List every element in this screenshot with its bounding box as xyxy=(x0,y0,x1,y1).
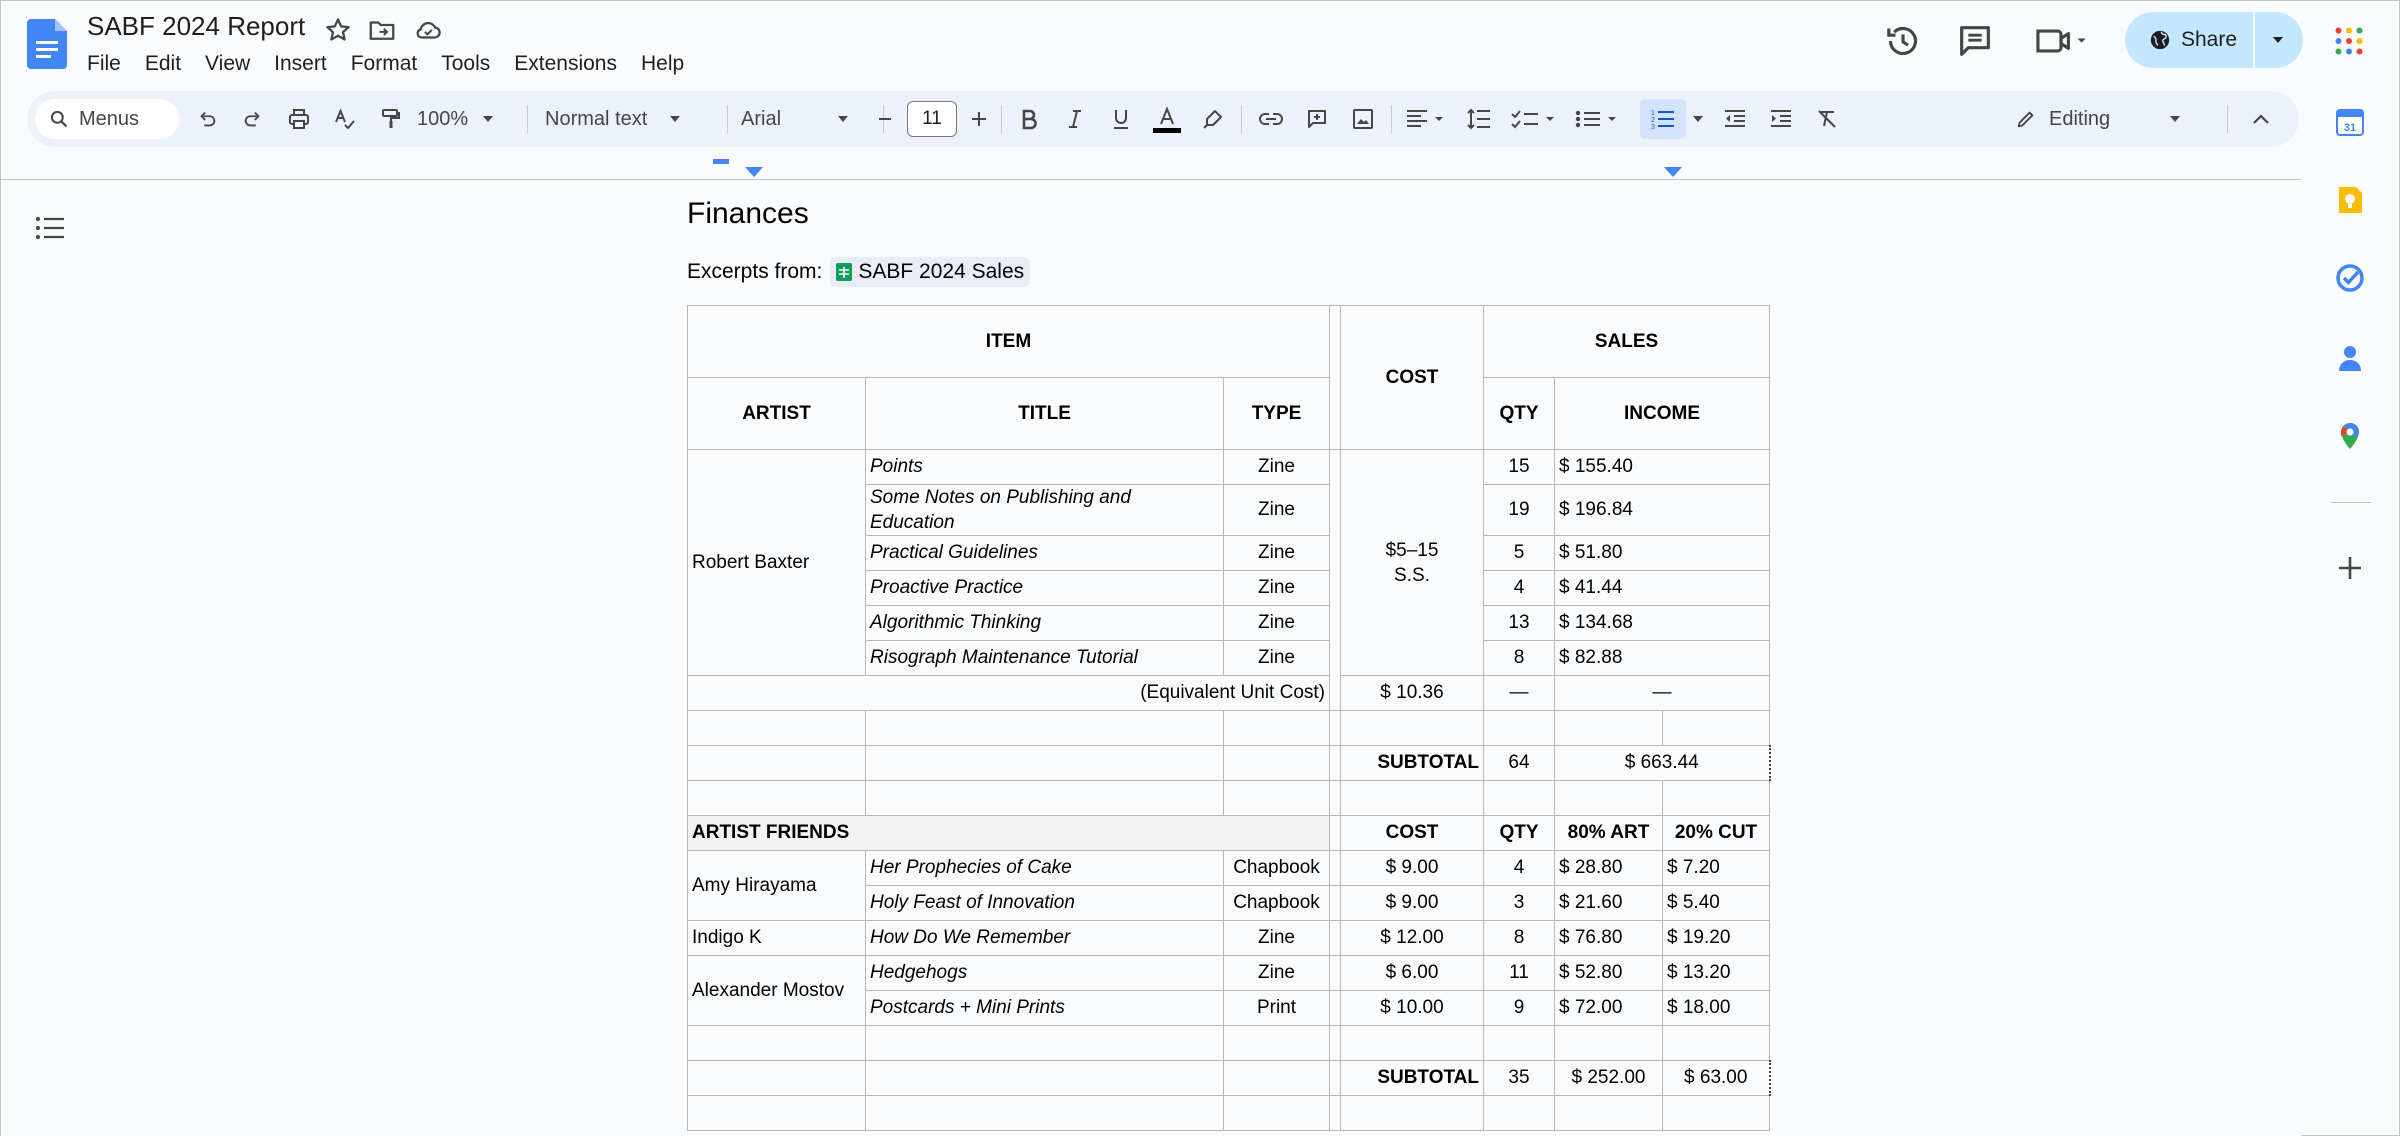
redo-icon xyxy=(242,108,264,130)
subtotal-income[interactable]: $ 663.44 xyxy=(1555,746,1770,781)
add-icon[interactable] xyxy=(2335,553,2365,583)
type-cell[interactable]: Zine xyxy=(1224,450,1330,485)
highlighter-icon xyxy=(1201,107,1225,131)
bulleted-list-icon xyxy=(1574,108,1626,130)
spellcheck-button[interactable] xyxy=(327,101,363,137)
table-cell[interactable] xyxy=(1555,781,1663,816)
art-share-cell[interactable]: $ 76.80 xyxy=(1555,921,1663,956)
type-cell[interactable]: Print xyxy=(1224,991,1330,1026)
minus-icon xyxy=(876,110,894,128)
bold-icon xyxy=(1019,108,1039,130)
menu-bar xyxy=(87,49,696,79)
title-bar xyxy=(1,1,2400,89)
type-cell[interactable]: Chapbook xyxy=(1224,851,1330,886)
plus-icon xyxy=(969,109,989,129)
table-cell[interactable] xyxy=(1663,711,1770,746)
art-share-cell[interactable]: $ 28.80 xyxy=(1555,851,1663,886)
cost-range: $5–15 S.S. xyxy=(1385,539,1439,586)
header-20-cut[interactable]: 20% CUT xyxy=(1663,816,1770,851)
header-artist-friends[interactable]: ARTIST FRIENDS xyxy=(688,816,1330,851)
linked-sheet-chip[interactable] xyxy=(830,257,1030,287)
chevron-down-icon xyxy=(1692,115,1704,123)
qty-cell[interactable]: 8 xyxy=(1484,921,1555,956)
table-cell[interactable] xyxy=(1555,1096,1663,1131)
table-cell[interactable] xyxy=(1224,781,1330,816)
table-cell[interactable] xyxy=(1330,746,1341,781)
art-share-cell[interactable]: $ 52.80 xyxy=(1555,956,1663,991)
clear-formatting-button[interactable] xyxy=(1809,101,1845,137)
cost-cell[interactable]: $ 9.00 xyxy=(1341,851,1484,886)
zoom-select[interactable] xyxy=(417,101,515,137)
artist-cell[interactable]: Amy Hirayama xyxy=(688,851,866,921)
cost-cell[interactable]: $ 10.00 xyxy=(1341,991,1484,1026)
clear-formatting-icon xyxy=(1815,107,1839,131)
table-row xyxy=(688,781,1770,816)
svg-text:31: 31 xyxy=(2343,122,2357,134)
chevron-down-icon xyxy=(2271,35,2285,45)
table-cell[interactable] xyxy=(688,781,866,816)
table-cell[interactable] xyxy=(1330,1026,1341,1061)
chevron-down-icon xyxy=(2169,115,2181,123)
cost-cell[interactable]: $ 12.00 xyxy=(1341,921,1484,956)
subtotal-row xyxy=(688,1061,1770,1096)
tasks-icon[interactable] xyxy=(2335,263,2365,293)
table-cell[interactable] xyxy=(1555,711,1663,746)
svg-text:3: 3 xyxy=(1651,124,1655,131)
chevron-down-icon xyxy=(837,115,849,123)
menu-tools[interactable]: Tools xyxy=(441,52,491,75)
subtotal-label[interactable]: SUBTOTAL xyxy=(1341,1061,1484,1096)
add-comment-button[interactable] xyxy=(1299,101,1335,137)
table-cell[interactable] xyxy=(1330,921,1341,956)
bulleted-list-button[interactable] xyxy=(1571,101,1629,137)
maps-icon[interactable] xyxy=(2335,421,2365,451)
header-cost[interactable]: COST xyxy=(1341,306,1484,450)
table-row xyxy=(688,851,1770,886)
cut-cell[interactable]: $ 5.40 xyxy=(1663,886,1770,921)
chevron-up-icon xyxy=(2252,113,2270,125)
share-label: Share xyxy=(2181,28,2238,51)
numbered-list-dropdown[interactable] xyxy=(1687,101,1709,137)
toolbar-divider xyxy=(1391,105,1392,133)
table-cell[interactable] xyxy=(866,1026,1224,1061)
table-cell[interactable] xyxy=(1484,1096,1555,1131)
excerpts-prefix: Excerpts from: xyxy=(687,260,823,283)
share-dropdown[interactable] xyxy=(2255,12,2301,68)
table-cell[interactable] xyxy=(1330,1061,1341,1096)
checklist-icon xyxy=(1510,108,1562,130)
checklist-button[interactable] xyxy=(1507,101,1565,137)
subtotal-row xyxy=(688,746,1770,781)
type-cell[interactable]: Zine xyxy=(1224,641,1330,676)
qty-cell[interactable]: 11 xyxy=(1484,956,1555,991)
svg-text:1: 1 xyxy=(1651,110,1655,117)
table-cell[interactable] xyxy=(1341,1096,1484,1131)
table-cell[interactable] xyxy=(1224,746,1330,781)
friends-header-row xyxy=(688,816,1770,851)
section-heading: Finances xyxy=(687,197,809,230)
table-cell[interactable] xyxy=(688,746,866,781)
toolbar-divider xyxy=(2227,105,2228,133)
income-cell[interactable]: $ 51.80 xyxy=(1555,536,1770,571)
line-spacing-icon xyxy=(1466,107,1492,131)
art-share-cell[interactable]: $ 21.60 xyxy=(1555,886,1663,921)
header-qty[interactable]: QTY xyxy=(1484,378,1555,450)
table-cell[interactable] xyxy=(688,1061,866,1096)
ruler xyxy=(1,153,2301,181)
menu-help[interactable]: Help xyxy=(640,52,685,75)
side-panel-divider xyxy=(2331,502,2371,503)
docs-logo-icon[interactable] xyxy=(27,19,67,69)
table-cell[interactable] xyxy=(866,711,1224,746)
finances-table xyxy=(687,305,1771,1131)
move-folder-icon[interactable] xyxy=(367,15,397,45)
table-cell[interactable] xyxy=(1555,1026,1663,1061)
title-cell[interactable]: Points xyxy=(866,450,1224,485)
subtotal-qty[interactable]: 64 xyxy=(1484,746,1555,781)
table-cell[interactable] xyxy=(1663,1026,1770,1061)
globe-icon xyxy=(2149,29,2171,51)
paragraph-style-value: Normal text xyxy=(545,107,648,130)
table-cell[interactable] xyxy=(1341,781,1484,816)
svg-text:2: 2 xyxy=(1651,117,1655,124)
undo-icon xyxy=(196,108,218,130)
table-row xyxy=(688,921,1770,956)
chevron-down-icon xyxy=(482,115,494,123)
qty-cell[interactable]: 9 xyxy=(1484,991,1555,1026)
subtotal-cut[interactable]: $ 63.00 xyxy=(1663,1061,1770,1096)
paint-format-icon xyxy=(379,107,403,131)
font-value: Arial xyxy=(741,107,782,130)
income-cell[interactable]: $ 155.40 xyxy=(1555,450,1770,485)
title-cell[interactable]: Hedgehogs xyxy=(866,956,1224,991)
equivalent-unit-cost-label[interactable]: (Equivalent Unit Cost) xyxy=(688,676,1330,711)
italic-button[interactable] xyxy=(1057,101,1093,137)
text-color-icon xyxy=(1152,104,1182,134)
qty-cell[interactable]: 3 xyxy=(1484,886,1555,921)
zoom-value: 100% xyxy=(417,107,469,130)
table-cell[interactable] xyxy=(1341,1026,1484,1061)
underline-icon xyxy=(1111,107,1131,131)
sheets-icon xyxy=(836,263,852,281)
type-cell[interactable]: Zine xyxy=(1224,606,1330,641)
bold-button[interactable] xyxy=(1011,101,1047,137)
print-button[interactable] xyxy=(281,101,317,137)
menu-format[interactable]: Format xyxy=(350,52,418,75)
cost-cell[interactable] xyxy=(1341,450,1484,676)
table-row xyxy=(688,711,1770,746)
title-cell[interactable]: Holy Feast of Innovation xyxy=(866,886,1224,921)
cost-cell[interactable]: $ 6.00 xyxy=(1341,956,1484,991)
artist-cell[interactable]: Robert Baxter xyxy=(688,450,866,676)
keep-icon[interactable] xyxy=(2335,185,2365,215)
version-history-icon[interactable] xyxy=(1883,21,1923,61)
numbered-list-icon-wrap xyxy=(1641,101,1685,137)
excerpts-line xyxy=(687,257,1030,287)
redo-button[interactable] xyxy=(235,101,271,137)
toolbar-divider xyxy=(527,105,528,133)
table-cell[interactable] xyxy=(1330,956,1341,991)
font-size-input[interactable]: 11 xyxy=(907,101,957,137)
header-title[interactable]: TITLE xyxy=(866,378,1224,450)
qty-cell[interactable]: 15 xyxy=(1484,450,1555,485)
qty-cell[interactable]: — xyxy=(1484,676,1555,711)
header-item[interactable]: ITEM xyxy=(688,306,1330,378)
menu-edit[interactable]: Edit xyxy=(144,52,182,75)
table-cell[interactable] xyxy=(1330,306,1341,450)
chevron-down-icon xyxy=(669,115,681,123)
link-icon xyxy=(1258,109,1284,129)
artist-cell[interactable]: Indigo K xyxy=(688,921,866,956)
table-cell[interactable] xyxy=(1224,711,1330,746)
table-row xyxy=(688,450,1770,485)
print-icon xyxy=(287,107,311,131)
cut-cell[interactable]: $ 18.00 xyxy=(1663,991,1770,1026)
type-cell[interactable]: Zine xyxy=(1224,536,1330,571)
increase-font-size-button[interactable] xyxy=(963,101,995,137)
table-cell[interactable] xyxy=(1330,711,1341,746)
document-outline-icon[interactable] xyxy=(35,215,65,241)
income-cell[interactable]: $ 41.44 xyxy=(1555,571,1770,606)
search-menus-label: Menus xyxy=(79,107,140,130)
align-button[interactable] xyxy=(1401,101,1453,137)
side-panel xyxy=(2301,89,2399,1135)
subtotal-label[interactable]: SUBTOTAL xyxy=(1341,746,1484,781)
type-cell[interactable]: Chapbook xyxy=(1224,886,1330,921)
header-qty[interactable]: QTY xyxy=(1484,816,1555,851)
qty-cell[interactable]: 19 xyxy=(1484,485,1555,536)
text-color-button[interactable] xyxy=(1149,101,1185,137)
right-indent-marker[interactable] xyxy=(1664,167,1682,177)
table-cell[interactable] xyxy=(1484,781,1555,816)
toolbar xyxy=(27,91,2299,147)
income-cell[interactable]: — xyxy=(1555,676,1770,711)
search-menus[interactable] xyxy=(35,99,179,139)
apps-grid-icon[interactable] xyxy=(2331,23,2367,59)
table-cell[interactable] xyxy=(1663,1096,1770,1131)
contacts-icon[interactable] xyxy=(2335,343,2365,373)
insert-image-button[interactable] xyxy=(1345,101,1381,137)
table-cell[interactable] xyxy=(1330,851,1341,886)
numbered-list-icon xyxy=(1650,107,1676,131)
table-cell[interactable] xyxy=(1224,1026,1330,1061)
table-row xyxy=(688,956,1770,991)
artist-cell[interactable]: Alexander Mostov xyxy=(688,956,866,1026)
title-cell[interactable]: Practical Guidelines xyxy=(866,536,1224,571)
editing-mode-label: Editing xyxy=(2049,107,2111,130)
table-cell[interactable] xyxy=(688,1096,866,1131)
title-cell[interactable]: Her Prophecies of Cake xyxy=(866,851,1224,886)
qty-cell[interactable]: 5 xyxy=(1484,536,1555,571)
header-income[interactable]: INCOME xyxy=(1555,378,1770,450)
menu-file[interactable]: File xyxy=(87,52,121,75)
cost-cell[interactable]: $ 9.00 xyxy=(1341,886,1484,921)
menu-view[interactable]: View xyxy=(205,52,251,75)
decrease-font-size-button[interactable] xyxy=(869,101,901,137)
header-sales[interactable]: SALES xyxy=(1484,306,1770,378)
title-cell[interactable]: How Do We Remember xyxy=(866,921,1224,956)
title-cell[interactable]: Some Notes on Publishing and Education xyxy=(866,485,1224,536)
cut-cell[interactable]: $ 13.20 xyxy=(1663,956,1770,991)
art-share-cell[interactable]: $ 72.00 xyxy=(1555,991,1663,1026)
underline-button[interactable] xyxy=(1103,101,1139,137)
table-cell[interactable] xyxy=(866,746,1224,781)
share-button[interactable] xyxy=(2125,12,2303,68)
linked-sheet-label: SABF 2024 Sales xyxy=(858,260,1025,283)
table-cell[interactable] xyxy=(1330,781,1341,816)
menu-insert[interactable]: Insert xyxy=(274,52,327,75)
type-cell[interactable]: Zine xyxy=(1224,921,1330,956)
increase-indent-icon xyxy=(1769,108,1793,130)
decrease-indent-icon xyxy=(1723,108,1747,130)
calendar-icon[interactable] xyxy=(2335,107,2365,137)
table-row xyxy=(688,676,1770,711)
table-cell[interactable] xyxy=(1224,1061,1330,1096)
title-cell[interactable]: Proactive Practice xyxy=(866,571,1224,606)
spellcheck-icon xyxy=(333,107,357,131)
type-cell[interactable]: Zine xyxy=(1224,956,1330,991)
table-cell[interactable] xyxy=(1330,450,1341,711)
ruler-line xyxy=(689,179,2301,180)
add-comment-icon xyxy=(1305,107,1329,131)
header-type[interactable]: TYPE xyxy=(1224,378,1330,450)
table-row xyxy=(688,1096,1770,1131)
subtotal-qty[interactable]: 35 xyxy=(1484,1061,1555,1096)
comments-icon[interactable] xyxy=(1955,21,1995,61)
income-cell[interactable]: $ 196.84 xyxy=(1555,485,1770,536)
insert-link-button[interactable] xyxy=(1253,101,1289,137)
title-cell[interactable]: Postcards + Mini Prints xyxy=(866,991,1224,1026)
table-cell[interactable] xyxy=(688,1026,866,1061)
title-cell[interactable]: Algorithmic Thinking xyxy=(866,606,1224,641)
align-left-icon xyxy=(1405,108,1449,130)
income-cell[interactable]: $ 82.88 xyxy=(1555,641,1770,676)
toolbar-divider xyxy=(727,105,728,133)
first-line-indent-marker[interactable] xyxy=(713,159,729,164)
ruler-line xyxy=(1,179,689,180)
table-cell[interactable] xyxy=(1484,711,1555,746)
meet-icon[interactable] xyxy=(2033,21,2089,61)
cut-cell[interactable]: $ 7.20 xyxy=(1663,851,1770,886)
menu-extensions[interactable]: Extensions xyxy=(514,52,617,75)
table-cell[interactable] xyxy=(688,711,866,746)
table-row xyxy=(688,1026,1770,1061)
share-main-button[interactable] xyxy=(2125,12,2255,68)
left-indent-marker[interactable] xyxy=(745,167,763,177)
type-cell[interactable]: Zine xyxy=(1224,485,1330,536)
table-cell[interactable] xyxy=(866,1096,1224,1131)
table-cell[interactable] xyxy=(1484,1026,1555,1061)
line-spacing-button[interactable] xyxy=(1461,101,1497,137)
table-cell[interactable] xyxy=(1330,816,1341,851)
table-cell[interactable] xyxy=(1341,711,1484,746)
qty-cell[interactable]: 4 xyxy=(1484,571,1555,606)
cut-cell[interactable]: $ 19.20 xyxy=(1663,921,1770,956)
font-select[interactable] xyxy=(733,101,873,137)
table-cell[interactable] xyxy=(1330,1096,1341,1131)
pencil-icon xyxy=(2015,108,2037,130)
table-cell[interactable] xyxy=(866,1061,1224,1096)
paint-format-button[interactable] xyxy=(373,101,409,137)
subtotal-art[interactable]: $ 252.00 xyxy=(1555,1061,1663,1096)
paragraph-style-select[interactable] xyxy=(545,101,721,137)
italic-icon xyxy=(1065,108,1085,130)
cloud-status-icon[interactable] xyxy=(413,15,443,45)
equivalent-unit-cost-value[interactable]: $ 10.36 xyxy=(1341,676,1484,711)
document-canvas xyxy=(1,181,2301,1136)
table-cell[interactable] xyxy=(1330,886,1341,921)
image-icon xyxy=(1351,107,1375,131)
toolbar-divider xyxy=(1001,105,1002,133)
qty-cell[interactable]: 4 xyxy=(1484,851,1555,886)
star-icon[interactable] xyxy=(323,15,353,45)
header-80-art[interactable]: 80% ART xyxy=(1555,816,1663,851)
toolbar-divider xyxy=(1241,105,1242,133)
document-title[interactable]: SABF 2024 Report xyxy=(87,11,306,41)
editing-mode-select[interactable] xyxy=(2015,101,2181,137)
table-cell[interactable] xyxy=(1330,991,1341,1026)
title-cell[interactable]: Risograph Maintenance Tutorial xyxy=(866,641,1224,676)
header-cost[interactable]: COST xyxy=(1341,816,1484,851)
header-artist[interactable]: ARTIST xyxy=(688,378,866,450)
search-icon xyxy=(49,109,69,129)
table-cell[interactable] xyxy=(866,781,1224,816)
income-cell[interactable]: $ 134.68 xyxy=(1555,606,1770,641)
qty-cell[interactable]: 8 xyxy=(1484,641,1555,676)
table-cell[interactable] xyxy=(1663,781,1770,816)
table-cell[interactable] xyxy=(1224,1096,1330,1131)
decrease-indent-button[interactable] xyxy=(1717,101,1753,137)
undo-button[interactable] xyxy=(189,101,225,137)
hide-menus-button[interactable] xyxy=(2243,101,2279,137)
type-cell[interactable]: Zine xyxy=(1224,571,1330,606)
highlight-color-button[interactable] xyxy=(1195,101,1231,137)
qty-cell[interactable]: 13 xyxy=(1484,606,1555,641)
increase-indent-button[interactable] xyxy=(1763,101,1799,137)
